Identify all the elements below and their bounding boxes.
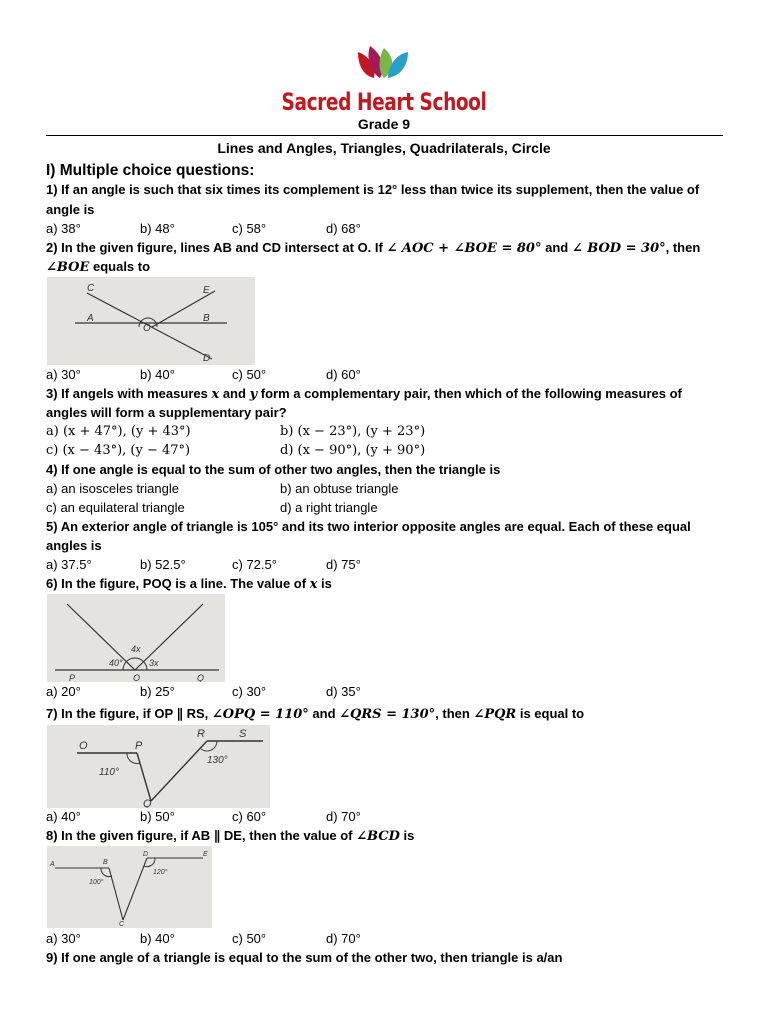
svg-text:110°: 110° — [99, 767, 119, 778]
svg-text:Q: Q — [143, 798, 152, 808]
question-1-text-cont: angle is — [46, 202, 95, 217]
q3-option-d: d) (x − 90°), (y + 90°) — [280, 443, 426, 458]
question-9-text: 9) If one angle of a triangle is equal to the sum of the other two, then triangle is a/an — [46, 950, 563, 965]
q8-option-a: a) 30° — [46, 931, 81, 946]
q4-option-d: d) a right triangle — [280, 500, 378, 515]
q1-option-b: b) 48° — [140, 221, 175, 236]
svg-text:Q: Q — [197, 673, 205, 682]
question-7-text: 7) In the figure, if OP ∥ RS, ∠OPQ = 110° and ∠QRS = 130°, then ∠PQR is equal to — [46, 706, 585, 722]
q8-option-c: c) 50° — [232, 931, 267, 946]
question-3-text: 3) If angels with measures x and y form a complementary pair, then which of the following measures of — [46, 386, 682, 402]
svg-text:100°: 100° — [89, 879, 104, 886]
q6-figure — [47, 594, 225, 682]
question-4-text: 4) If one angle is equal to the sum of other two angles, then the triangle is — [46, 462, 501, 477]
q8-figure — [47, 846, 212, 928]
svg-text:C: C — [119, 921, 125, 928]
grade-label: Grade 9 — [357, 116, 411, 132]
q7-option-a: a) 40° — [46, 809, 81, 824]
svg-text:O: O — [79, 740, 88, 752]
q1-option-a: a) 38° — [46, 221, 81, 236]
svg-text:A: A — [50, 861, 55, 868]
svg-text:D: D — [143, 851, 149, 858]
q8-option-b: b) 40° — [140, 931, 175, 946]
svg-text:B: B — [103, 859, 108, 866]
q2-figure — [47, 277, 255, 365]
svg-text:R: R — [197, 728, 205, 740]
svg-text:B: B — [203, 313, 210, 324]
q5-option-c: c) 72.5° — [232, 557, 277, 572]
q2-option-d: d) 60° — [326, 367, 361, 382]
q5-option-b: b) 52.5° — [140, 557, 186, 572]
question-5-text: 5) An exterior angle of triangle is 105° and its two interior opposite angles are equal. Each of these equal — [46, 519, 691, 534]
q7-figure — [47, 725, 270, 808]
question-5-text-cont: angles is — [46, 538, 102, 553]
question-6-text: 6) In the figure, POQ is a line. The value of x is — [46, 576, 332, 592]
svg-text:3x: 3x — [149, 658, 159, 668]
q7-option-c: c) 60° — [232, 809, 267, 824]
svg-text:P: P — [135, 740, 143, 752]
subject-title: Lines and Angles, Triangles, Quadrilaterals, Circle — [217, 140, 551, 156]
svg-text:S: S — [239, 728, 247, 740]
question-3-text-cont: angles will form a supplementary pair? — [46, 405, 287, 420]
svg-text:D: D — [203, 353, 211, 364]
q7-option-b: b) 50° — [140, 809, 175, 824]
svg-text:E: E — [203, 285, 210, 296]
q6-option-d: d) 35° — [326, 684, 361, 699]
svg-text:40°: 40° — [109, 658, 123, 668]
svg-text:120°: 120° — [153, 869, 168, 876]
q5-option-a: a) 37.5° — [46, 557, 92, 572]
q8-option-d: d) 70° — [326, 931, 361, 946]
svg-text:C: C — [87, 283, 95, 294]
svg-text:O: O — [133, 673, 141, 682]
q3-option-b: b) (x − 23°), (y + 23°) — [280, 424, 426, 439]
q1-option-d: d) 68° — [326, 221, 361, 236]
svg-text:E: E — [203, 851, 208, 858]
q5-option-d: d) 75° — [326, 557, 361, 572]
question-2-text-cont: ∠BOE equals to — [46, 259, 151, 275]
svg-text:4x: 4x — [131, 644, 141, 654]
q4-option-b: b) an obtuse triangle — [280, 481, 399, 496]
section-title: I) Multiple choice questions: — [46, 162, 255, 179]
q7-option-d: d) 70° — [326, 809, 361, 824]
q4-option-a: a) an isosceles triangle — [46, 481, 179, 496]
q2-option-b: b) 40° — [140, 367, 175, 382]
school-name: Sacred Heart School — [281, 88, 487, 116]
question-1-text: 1) If an angle is such that six times its complement is 12° less than twice its supplement, then the value of — [46, 182, 700, 197]
q2-option-c: c) 50° — [232, 367, 267, 382]
q4-option-c: c) an equilateral triangle — [46, 500, 185, 515]
header-divider — [46, 135, 723, 136]
q3-option-a: a) (x + 47°), (y + 43°) — [46, 424, 191, 439]
school-logo — [354, 42, 412, 84]
svg-text:130°: 130° — [207, 755, 228, 766]
q3-option-c: c) (x − 43°), (y − 47°) — [46, 443, 191, 458]
question-2-text: 2) In the given figure, lines AB and CD intersect at O. If ∠ AOC + ∠BOE = 80° and ∠ BOD = 30°, then — [46, 240, 701, 256]
svg-text:P: P — [69, 673, 76, 682]
q6-option-c: c) 30° — [232, 684, 267, 699]
q6-option-a: a) 20° — [46, 684, 81, 699]
q6-option-b: b) 25° — [140, 684, 175, 699]
svg-text:A: A — [87, 313, 94, 324]
question-8-text: 8) In the given figure, if AB ∥ DE, then the value of ∠BCD is — [46, 828, 415, 844]
q1-option-c: c) 58° — [232, 221, 267, 236]
q2-option-a: a) 30° — [46, 367, 81, 382]
svg-text:O: O — [143, 323, 151, 334]
